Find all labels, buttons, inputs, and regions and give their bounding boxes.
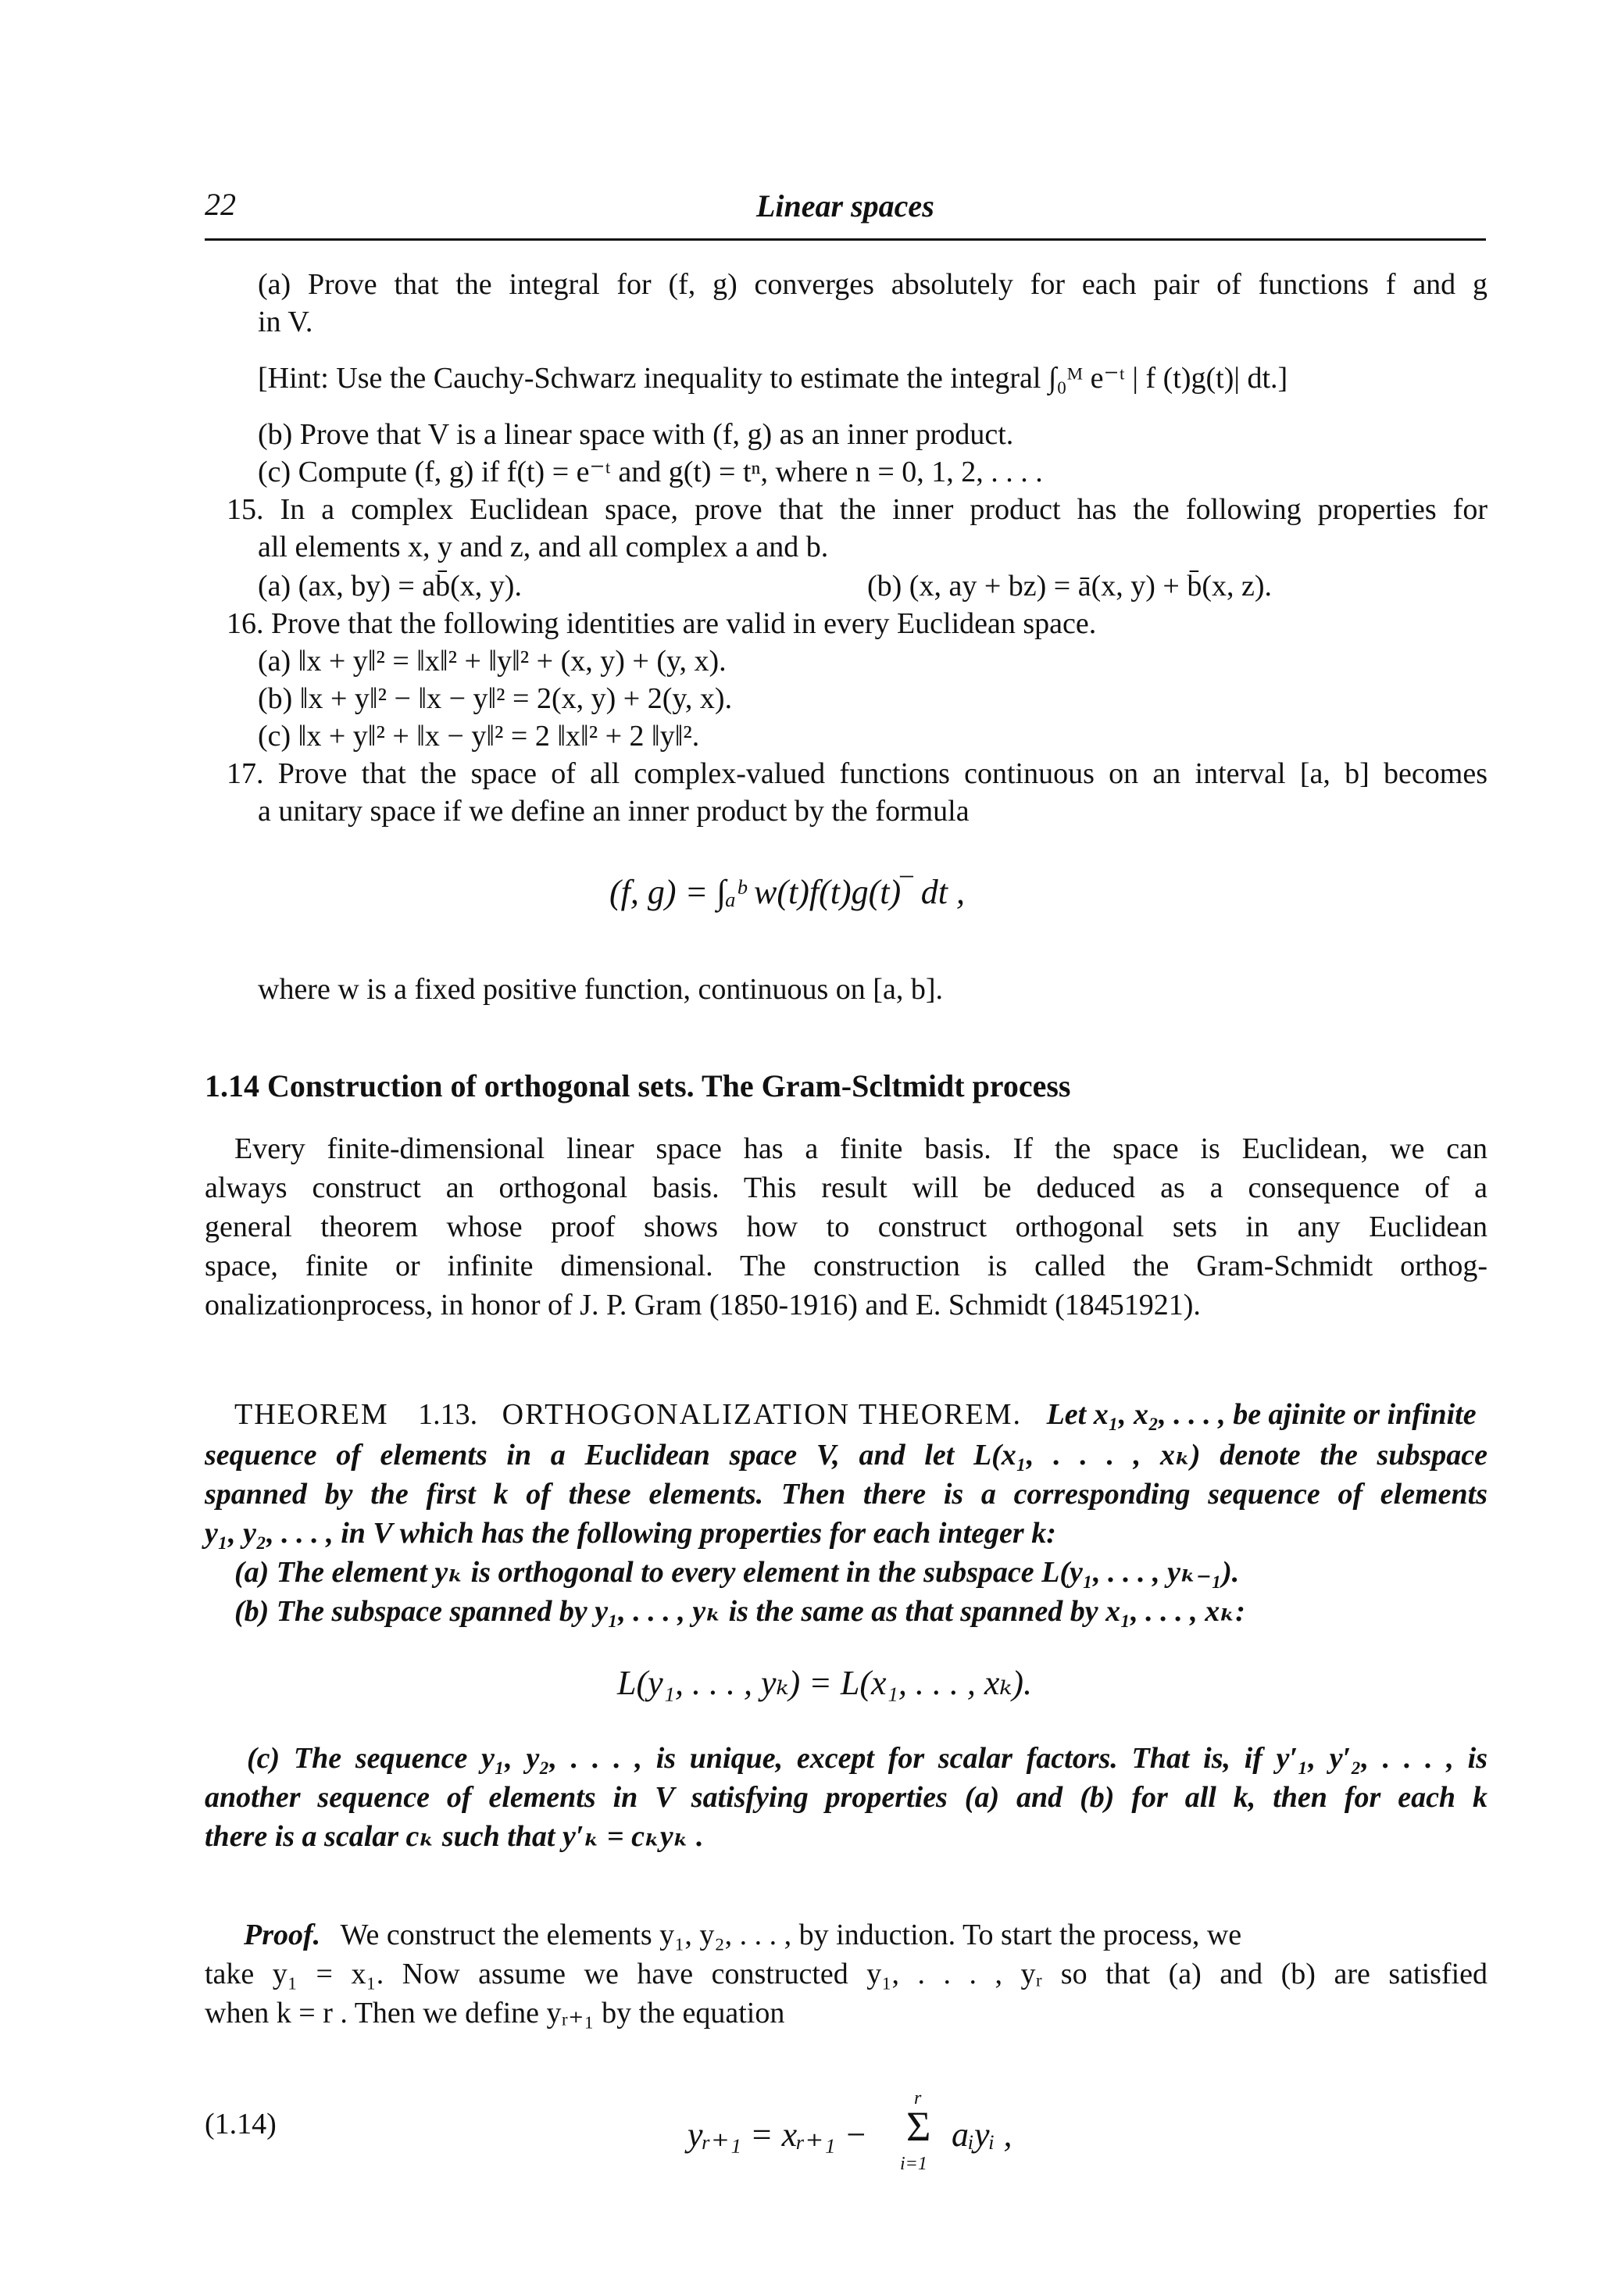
proof-label: Proof. <box>244 1919 321 1951</box>
exercise-14a-line2: in V. <box>258 306 313 338</box>
proof-line1-text: We construct the elements y₁, y₂, . . . , by induction. To start the process, we <box>340 1919 1242 1951</box>
section-heading: 1.14 Construction of orthogonal sets. The Gram-Scltmidt process <box>205 1068 1071 1103</box>
theorem-line3: spanned by the first k of these elements. Then there is a corresponding sequence of elements <box>205 1478 1488 1511</box>
exercise-15-line2: all elements x, y and z, and all complex a and b. <box>258 531 829 563</box>
section-paragraph-line2: always construct an orthogonal basis. This result will be deduced as a consequence of a <box>205 1171 1488 1204</box>
theorem-number: 1.13. <box>418 1398 478 1431</box>
exercise-14a-line1: (a) Prove that the integral for (f, g) converges absolutely for each pair of functions f and g <box>258 268 1488 301</box>
exercise-17-formula: (f, g) = ∫ₐᵇ w(t)f(t)g(t)‾ dt , <box>609 873 966 911</box>
exercise-17-line2: a unitary space if we define an inner product by the formula <box>258 795 970 828</box>
theorem-property-c-line1: (c) The sequence y₁, y₂, . . . , is unique, except for scalar factors. That is, if y′₁, y′₂, . . . , is <box>247 1742 1488 1775</box>
theorem-line2: sequence of elements in a Euclidean space V, and let L(x₁, . . . , xₖ) denote the subspace <box>205 1439 1488 1472</box>
section-paragraph-line4: space, finite or infinite dimensional. The construction is called the Gram-Schmidt orthog- <box>205 1250 1488 1282</box>
equation-sum-upper-limit: r <box>914 2088 922 2108</box>
exercise-16a: (a) ‖x + y‖² = ‖x‖² + ‖y‖² + (x, y) + (y, x). <box>258 645 727 678</box>
exercise-15-line1: 15. In a complex Euclidean space, prove that the inner product has the following properties for <box>227 493 1488 526</box>
equation-rhs: aᵢyᵢ , <box>952 2115 1012 2154</box>
theorem-property-a: (a) The element yₖ is orthogonal to every element in the subspace L(y₁, . . . , yₖ₋₁). <box>234 1556 1240 1589</box>
page-number: 22 <box>205 187 236 222</box>
exercise-16: 16. Prove that the following identities are valid in every Euclidean space. <box>227 607 1097 640</box>
proof-line3: when k = r . Then we define yᵣ₊₁ by the equation <box>205 1997 785 2030</box>
equation-sum-symbol: Σ <box>906 2103 931 2150</box>
theorem-name: ORTHOGONALIZATION THEOREM. <box>502 1398 1023 1431</box>
equation-number: (1.14) <box>205 2108 277 2140</box>
exercise-15b: (b) (x, ay + bz) = ā(x, y) + b̄(x, z). <box>867 570 1272 603</box>
section-paragraph-line1: Every finite-dimensional linear space has a finite basis. If the space is Euclidean, we can <box>234 1132 1488 1165</box>
theorem-property-c-line3: there is a scalar cₖ such that y′ₖ = cₖyₖ . <box>205 1820 704 1853</box>
proof-line2: take y₁ = x₁. Now assume we have constructed y₁, . . . , yᵣ so that (a) and (b) are satisfied <box>205 1958 1488 1990</box>
theorem-property-c-line2: another sequence of elements in V satisfying properties (a) and (b) for all k, then for each k <box>205 1781 1488 1814</box>
section-paragraph-line3: general theorem whose proof shows how to construct orthogonal sets in any Euclidean <box>205 1211 1488 1243</box>
exercise-16b: (b) ‖x + y‖² − ‖x − y‖² = 2(x, y) + 2(y, x). <box>258 682 733 715</box>
proof-line1 <box>244 1916 1488 1954</box>
equation-sum-lower-limit: i=1 <box>900 2154 927 2174</box>
header-rule <box>205 238 1486 241</box>
theorem-label: THEOREM <box>234 1398 389 1431</box>
equation-lhs: yᵣ₊₁ = xᵣ₊₁ − <box>688 2115 868 2154</box>
theorem-property-b: (b) The subspace spanned by y₁, . . . , yₖ is the same as that spanned by x₁, . . . , xₖ: <box>234 1595 1245 1628</box>
section-paragraph-line5: onalizationprocess, in honor of J. P. Gram (1850-1916) and E. Schmidt (18451921). <box>205 1289 1201 1321</box>
theorem-line1: Let x₁, x₂, . . . , be ajinite or infinite <box>1046 1398 1477 1431</box>
running-title: Linear spaces <box>756 188 934 224</box>
exercise-17-line1: 17. Prove that the space of all complex-valued functions continuous on an interval [a, b] becomes <box>227 757 1488 790</box>
exercise-15a: (a) (ax, by) = ab̄(x, y). <box>258 570 522 603</box>
theorem-heading <box>234 1396 1477 1433</box>
exercise-14b: (b) Prove that V is a linear space with (f, g) as an inner product. <box>258 418 1014 451</box>
exercise-17-line3: where w is a fixed positive function, continuous on [a, b]. <box>258 973 943 1006</box>
exercise-16c: (c) ‖x + y‖² + ‖x − y‖² = 2 ‖x‖² + 2 ‖y‖². <box>258 720 700 753</box>
theorem-display-equation: L(y₁, . . . , yₖ) = L(x₁, . . . , xₖ). <box>617 1664 1033 1702</box>
exercise-14-hint: [Hint: Use the Cauchy-Schwarz inequality to estimate the integral ∫₀ᴹ e⁻ᵗ | f (t)g(t)| dt.] <box>258 362 1288 395</box>
theorem-line4: y₁, y₂, . . . , in V which has the following properties for each integer k: <box>205 1517 1056 1550</box>
exercise-14c: (c) Compute (f, g) if f(t) = e⁻ᵗ and g(t) = tⁿ, where n = 0, 1, 2, . . . . <box>258 456 1043 488</box>
